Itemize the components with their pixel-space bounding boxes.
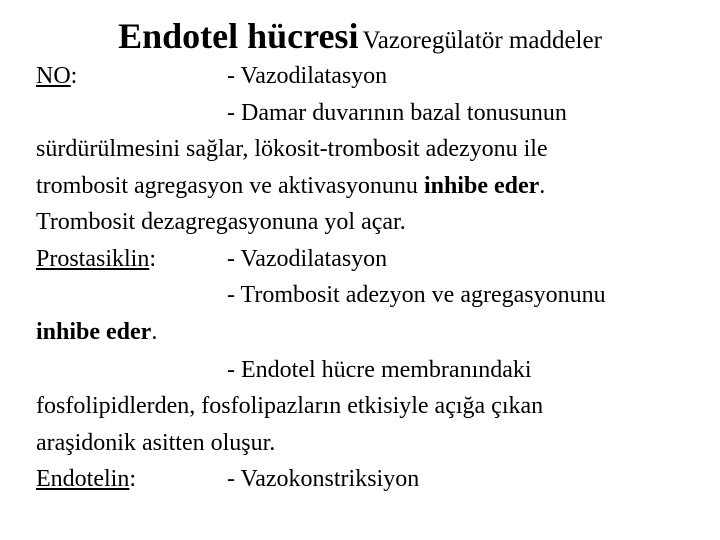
- no-point-bazal-tonus: - Damar duvarının bazal tonusunun: [227, 99, 567, 126]
- endotelin-term: Endotelin: [36, 466, 130, 492]
- title-subtitle: Vazoregülatör maddeler: [362, 27, 602, 54]
- no-point-bazal-tonus-cont-2: trombosit agregasyon ve aktivasyonunu: [36, 172, 418, 199]
- no-period: .: [539, 172, 546, 199]
- prostasiklin-line-2: [36, 277, 716, 314]
- no-term: NO: [36, 63, 71, 89]
- prostasiklin-inhibe-eder: inhibe eder: [36, 318, 152, 345]
- no-line-4: [36, 168, 716, 205]
- prostasiklin-line-4: [36, 352, 716, 389]
- prostasiklin-point-membran: - Endotel hücre membranındaki: [227, 356, 532, 383]
- no-point-bazal-tonus-cont-1: sürdürülmesini sağlar, lökosit-trombosit adezyonu ile: [36, 136, 548, 162]
- endotelin-colon: :: [129, 466, 136, 492]
- prostasiklin-point-membran-cont-1: fosfolipidlerden, fosfolipazların etkisiyle açığa çıkan: [36, 393, 544, 419]
- endotelin-point-vazokonstriksiyon: - Vazokonstriksiyon: [227, 466, 420, 492]
- prostasiklin-line-1: [36, 241, 716, 278]
- prostasiklin-term: Prostasiklin: [36, 245, 150, 272]
- prostasiklin-line-3: [36, 314, 716, 352]
- no-line-3: [36, 131, 716, 168]
- slide-body: [36, 58, 716, 498]
- prostasiklin-line-6: [36, 425, 716, 462]
- prostasiklin-point-membran-cont-2: araşidonik asitten oluşur.: [36, 429, 276, 456]
- prostasiklin-point-adezyon: - Trombosit adezyon ve agregasyonunu: [227, 282, 606, 308]
- no-line-1: [36, 58, 716, 95]
- prostasiklin-colon: :: [149, 245, 157, 272]
- no-line-2: [36, 95, 716, 132]
- no-colon: :: [70, 63, 78, 89]
- no-inhibe-eder: inhibe eder: [423, 172, 540, 199]
- no-line-5: [36, 204, 716, 241]
- prostasiklin-line-5: [36, 388, 716, 425]
- prostasiklin-point-vazodilatasyon: - Vazodilatasyon: [227, 245, 388, 272]
- endotelin-line-1: [36, 461, 716, 498]
- no-point-vazodilatasyon: - Vazodilatasyon: [227, 63, 388, 89]
- title-main: Endotel hücresi: [118, 16, 359, 56]
- prostasiklin-period: .: [151, 318, 158, 345]
- no-point-bazal-tonus-cont-3: Trombosit dezagregasyonuna yol açar.: [36, 209, 406, 235]
